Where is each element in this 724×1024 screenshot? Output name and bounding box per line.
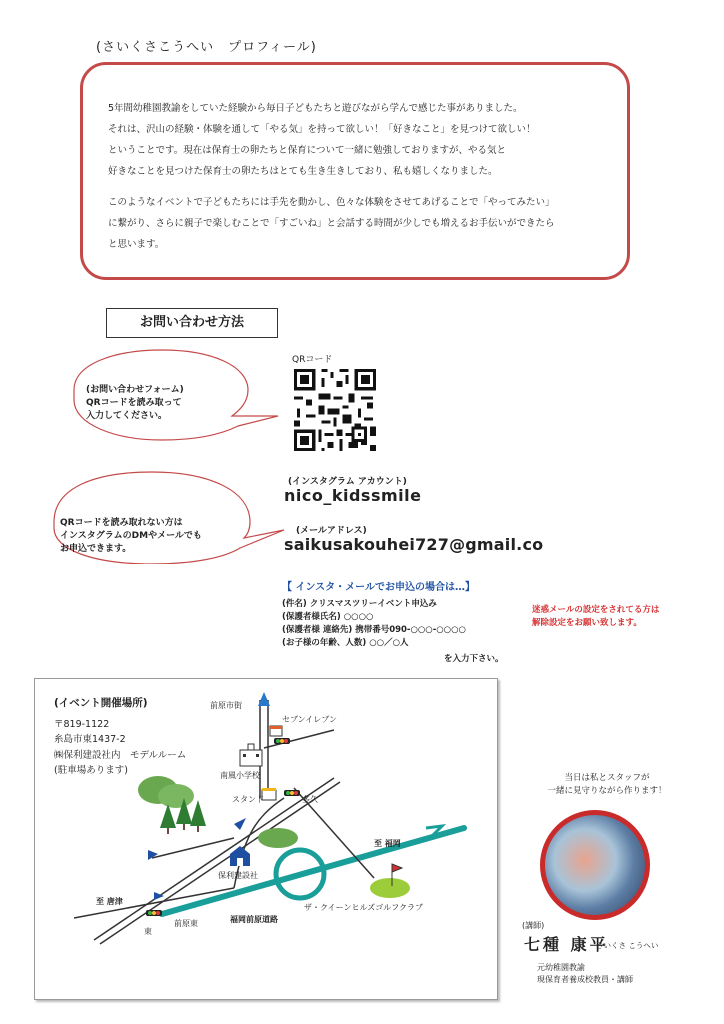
company-icon <box>230 846 250 866</box>
label-school: 南風小学校 <box>220 771 260 780</box>
hill-icon <box>158 784 194 808</box>
venue-heading: (イベント開催場所) <box>54 697 148 709</box>
turn-arrow-icon <box>234 818 246 830</box>
label-maebaru-higashi: 前原東 <box>174 919 198 928</box>
bubble-alt-text: QRコードを読み取れない方は インスタグラムのDMやメールでも お申込できます。 <box>60 518 202 554</box>
profile-line: ということです。現在は保育士の卵たちと保育について一緒に勉強しておりますが、やる気と <box>108 145 507 156</box>
seven-eleven-icon <box>270 726 282 736</box>
hill-icon <box>258 828 298 848</box>
lecturer-career: 元幼稚園教諭 現保育者養成校教員・講師 <box>537 963 633 984</box>
profile-line: それは、沢山の経験・体験を通して「やる気」を持って欲しい！「好きなこと」を見つけて欲しい！ <box>108 124 536 135</box>
venue-info: (イベント開催場所) 〒819-1122 糸島市東1437-2 ㈱保利建設社内 モデルルーム (駐車場あります) <box>54 697 187 776</box>
profile-line: このようなイベントで子どもたちには手先を動かし、色々な体験をさせてあげることで「やってみたい」 <box>108 197 555 208</box>
traffic-light-icon <box>146 910 162 916</box>
road-side <box>152 838 234 858</box>
golf-green-icon <box>370 878 410 898</box>
bubble-form-text: (お問い合わせフォーム) QRコードを読み取って 入力してください。 <box>86 385 184 421</box>
qr-label: QRコード <box>292 355 333 365</box>
label-golf: ザ・クイーンヒルズゴルフクラブ <box>304 903 423 912</box>
contact-title: お問い合わせ方法 <box>106 308 278 338</box>
lecturer-role: (講師) <box>522 921 545 930</box>
mail-label: (メールアドレス) <box>296 526 367 536</box>
label-maebaru-city: 前原市街 <box>210 701 242 710</box>
road-main <box>94 778 334 940</box>
profile-text <box>108 98 608 255</box>
tree-icon <box>190 800 206 826</box>
spam-note: 迷惑メールの設定をされてる方は 解除設定をお願い致します。 <box>532 605 660 628</box>
maebaru-arrow-icon <box>258 692 270 706</box>
profile-heading: (さいくさこうへい プロフィール) <box>96 40 317 55</box>
profile-line: 好きなことを見つけた保育士の卵たちはとても生き生きしており、私も嬉しくなりました。 <box>108 166 498 177</box>
label-expressway: 福岡前原道路 <box>230 915 278 924</box>
profile-line: 5年間幼稚園教諭をしていた経験から毎日子どもたちと遊びながら学んで感じた事がありました。 <box>108 103 523 114</box>
school-icon <box>240 744 262 766</box>
profile-line: と思います。 <box>108 239 165 250</box>
lecturer-kana: さいくさ こうへい <box>596 941 659 950</box>
stand-icon <box>262 788 276 800</box>
staff-note: 当日は私とスタッフが 一緒に見守りながら作ります！ <box>547 773 667 796</box>
apply-heading: 【 インスタ・メールでお申込の場合は…】 <box>282 582 475 593</box>
apply-lines: (件名) クリスマスツリーイベント申込み (保護者様氏名) ○○○○ (保護者様 連絡先) 携帯番号090-○○○-○○○○ (お子様の年齢、人数) ○○／○人 <box>282 599 466 648</box>
lecturer-photo <box>540 810 650 920</box>
label-tama: 多久 <box>302 795 318 804</box>
label-stand: スタンド <box>232 795 264 804</box>
instagram-label: (インスタグラム アカウント) <box>288 477 407 487</box>
instagram-account[interactable]: nico_kidssmile <box>284 486 422 505</box>
label-fukuoka: 至 福岡 <box>374 839 401 848</box>
profile-line: に繋がり、さらに親子で楽しむことで「すごいね」と会話する時間が少しでも増えるお手伝いができたら <box>108 218 555 229</box>
label-seven-eleven: セブンイレブン <box>282 715 337 724</box>
lecturer-name: 七種 康平 <box>524 935 609 954</box>
label-company: 保利建設社 <box>218 871 258 880</box>
apply-tail: を入力下さい。 <box>444 654 504 664</box>
mail-address[interactable]: saikusakouhei727@gmail.co <box>284 535 544 554</box>
label-higashi: 東 <box>144 927 152 936</box>
traffic-light-icon <box>274 738 290 744</box>
road-main-2 <box>100 782 340 944</box>
label-karatsu: 至 唐津 <box>96 897 123 906</box>
qr-code-icon[interactable] <box>289 366 381 454</box>
traffic-light-icon <box>284 790 300 796</box>
